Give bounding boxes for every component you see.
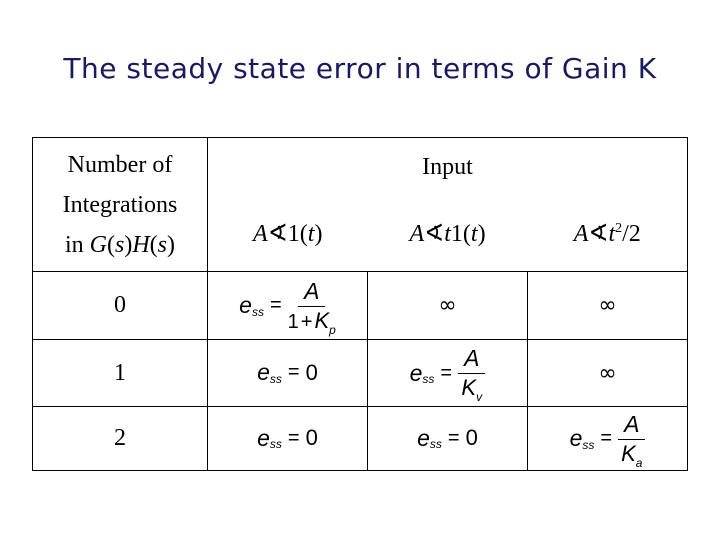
error-step-type0: e ss = $\frac{A}{1 +K_p}$: [208, 272, 368, 340]
error-step-type2: e ss = 0: [208, 407, 368, 471]
error-ramp-type1: e ss = $\frac{A}{K_v}$: [368, 340, 528, 407]
integrations-0: 0: [33, 272, 208, 340]
integrations-header-line-2: Integrations: [62, 191, 178, 218]
infinity-symbol: ∞: [438, 293, 457, 318]
error-parabolic-type0: [528, 272, 688, 340]
error-parabolic-type2: e ss = $\frac{A}{K_a}$: [528, 407, 688, 471]
input-ramp: A∢t1(t): [368, 197, 528, 272]
input-step: A∢1(t): [208, 197, 368, 272]
integrations-header-line-1: Number of: [67, 151, 173, 178]
integrations-1: 1: [33, 340, 208, 407]
integrations-header-line-3: in G(s)H(s): [64, 231, 176, 258]
error-ramp-type2: e ss = 0: [368, 407, 528, 471]
input-header: Input: [208, 138, 688, 197]
error-parabolic-type1: [528, 340, 688, 407]
input-parabolic: $A∢t^2/2$: [528, 197, 688, 272]
infinity-symbol: ∞: [598, 360, 617, 386]
error-step-type1: e ss = 0: [208, 340, 368, 407]
integrations-header: [33, 138, 208, 272]
page-title: The steady state error in terms of Gain K: [63, 52, 657, 85]
error-ramp-type0: [368, 272, 528, 340]
steady-state-error-table: [32, 137, 688, 471]
infinity-symbol: ∞: [598, 293, 617, 318]
integrations-2: 2: [33, 407, 208, 471]
